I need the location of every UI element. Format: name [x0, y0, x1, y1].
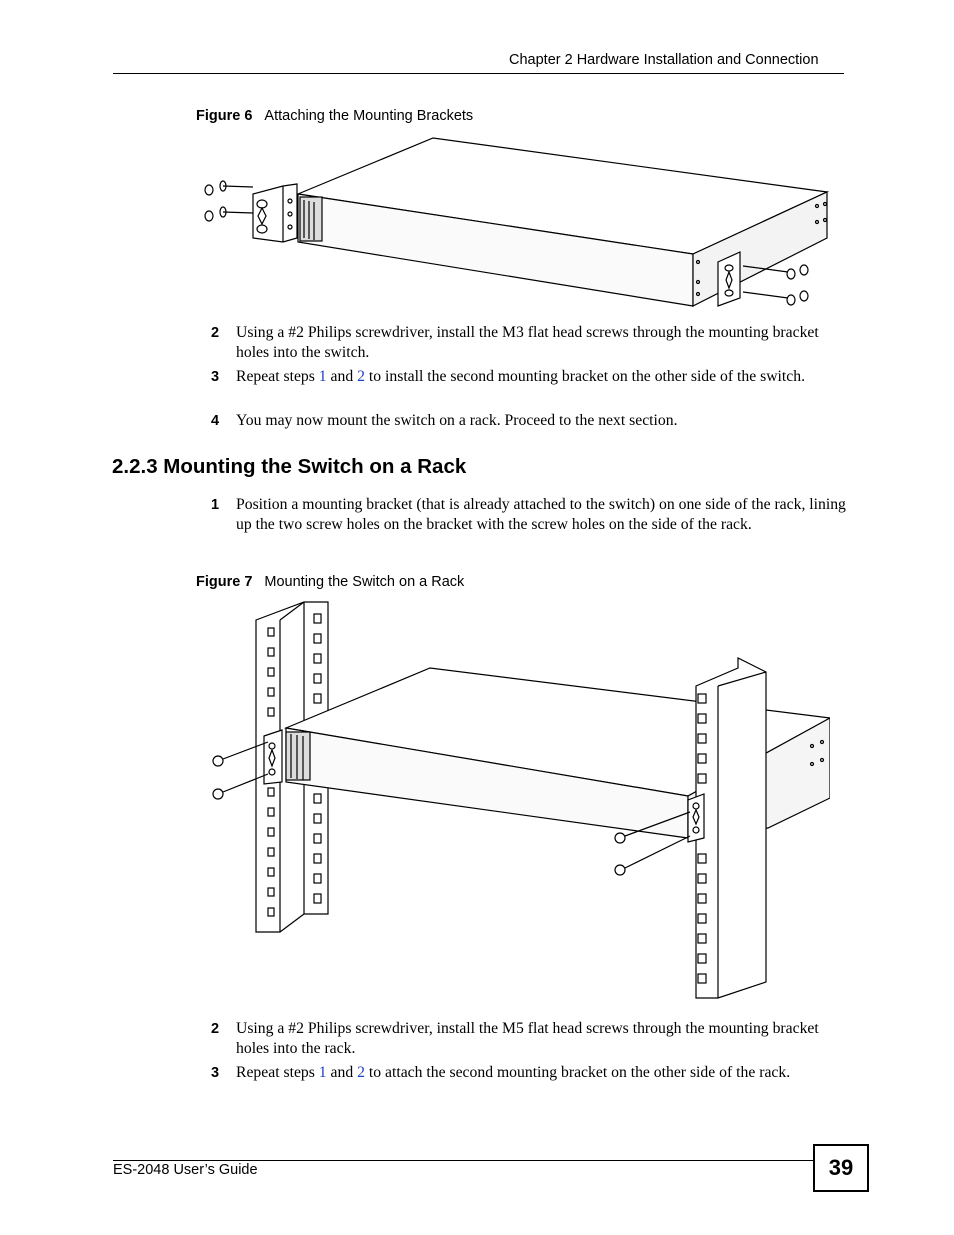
footer-rule: [113, 1160, 814, 1161]
step-2-rack: [211, 1019, 851, 1061]
figure-6-caption: [196, 108, 473, 124]
step-1-rack: [211, 495, 851, 557]
step-text: Using a #2 Philips screwdriver, install the M3 flat head screws through the mounting bracket holes into the switch.: [236, 324, 819, 361]
footer-guide-title: ES-2048 User’s Guide: [113, 1162, 258, 1178]
step-number: 1: [211, 497, 220, 513]
figure-7-illustration: [208, 598, 830, 1002]
step-number: 3: [211, 369, 220, 385]
step-1-link[interactable]: 1: [318, 1064, 327, 1081]
figure-6-title: Attaching the Mounting Brackets: [264, 108, 474, 124]
step-2-link[interactable]: 2: [357, 368, 365, 385]
step-text: [236, 367, 846, 387]
header-rule: [113, 73, 844, 74]
figure-7-number: Figure 7: [196, 574, 253, 590]
step-number: 2: [211, 1021, 220, 1037]
step-3-attach: [211, 367, 851, 409]
step-text: [236, 1063, 846, 1083]
step-1-link[interactable]: 1: [318, 368, 327, 385]
step-text-pre: Repeat steps: [236, 368, 319, 385]
step-text-mid: and: [326, 1064, 358, 1081]
step-number: 2: [211, 325, 220, 341]
step-number: 4: [211, 413, 220, 429]
step-text: You may now mount the switch on a rack. Proceed to the next section.: [236, 412, 678, 429]
figure-6-illustration: [203, 134, 830, 307]
step-text-post: to attach the second mounting bracket on the other side of the rack.: [364, 1064, 791, 1081]
running-header: Chapter 2 Hardware Installation and Connection: [509, 52, 819, 68]
step-2-link[interactable]: 2: [357, 1064, 365, 1081]
step-4-attach: [211, 411, 851, 433]
figure-6-number: Figure 6: [196, 108, 253, 124]
step-3-rack: [211, 1063, 851, 1085]
step-text: Using a #2 Philips screwdriver, install the M5 flat head screws through the mounting bracket holes into the rack.: [236, 1020, 819, 1057]
page-number: 39: [813, 1144, 869, 1192]
step-2-attach: [211, 323, 851, 365]
step-text-mid: and: [326, 368, 358, 385]
step-text: Position a mounting bracket (that is already attached to the switch) on one side of the rack, lining up the two screw holes on the bracket with the screw holes on the side of the rack.: [236, 496, 846, 533]
section-heading: 2.2.3 Mounting the Switch on a Rack: [112, 455, 467, 478]
figure-7-title: Mounting the Switch on a Rack: [264, 574, 465, 590]
figure-7-caption: [196, 574, 464, 590]
step-text-post: to install the second mounting bracket on the other side of the switch.: [364, 368, 805, 385]
step-text-pre: Repeat steps: [236, 1064, 319, 1081]
step-number: 3: [211, 1065, 220, 1081]
